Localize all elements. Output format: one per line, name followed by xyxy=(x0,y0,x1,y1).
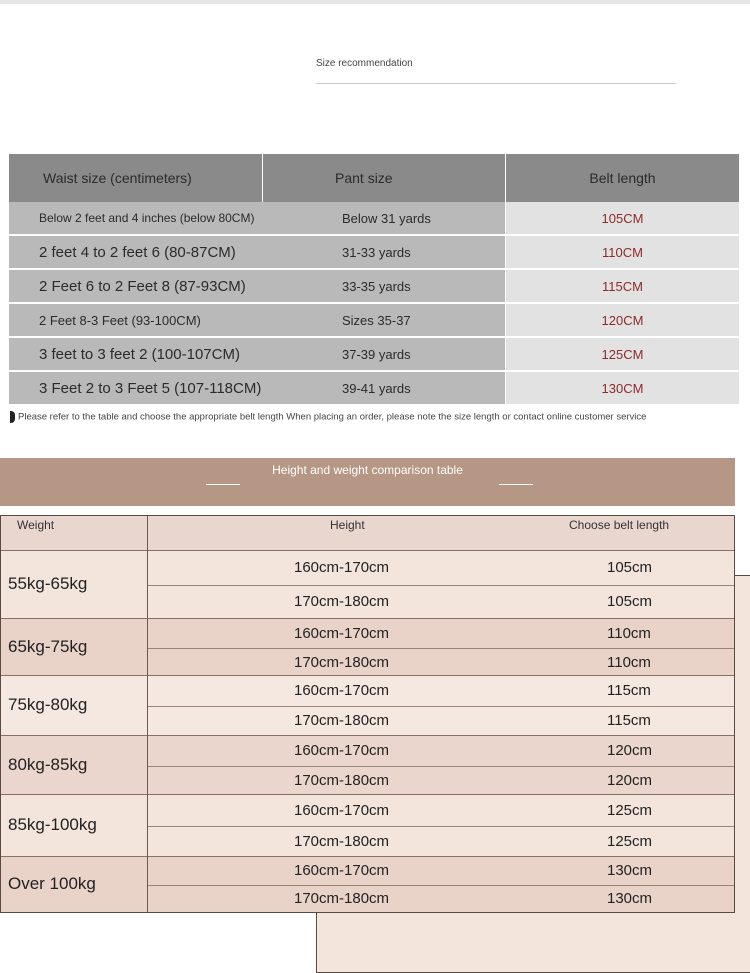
waist-table-header xyxy=(9,154,739,202)
row-separator xyxy=(148,766,734,767)
weight-cell: 75kg-80kg xyxy=(8,695,88,714)
order-note xyxy=(10,411,750,423)
waist-table-row xyxy=(9,202,739,236)
belt-length-cell: 110CM xyxy=(602,244,643,260)
weight-cell: 80kg-85kg xyxy=(8,755,88,774)
weight-group xyxy=(1,857,734,912)
belt-cell: 110cm xyxy=(607,654,651,671)
row-separator xyxy=(148,706,734,707)
height-cell: 170cm-180cm xyxy=(294,593,390,610)
recommendation-underline xyxy=(316,83,676,84)
belt-length-cell: 115CM xyxy=(602,278,643,294)
belt-length-cell: 125CM xyxy=(601,346,644,362)
height-cell: 160cm-170cm xyxy=(294,559,390,576)
waist-table-row xyxy=(9,270,739,304)
belt-cell: 105cm xyxy=(607,559,653,576)
waist-size-cell: Below 2 feet and 4 inches (below 80CM) xyxy=(39,211,255,225)
belt-length-cell: 105CM xyxy=(601,210,644,226)
banner-right-dash xyxy=(499,484,533,485)
height-cell: 170cm-180cm xyxy=(294,712,390,729)
waist-size-table xyxy=(9,154,739,406)
size-recommendation-title: Size recommendation xyxy=(316,58,413,69)
height-cell: 160cm-170cm xyxy=(294,742,390,759)
height-cell: 160cm-170cm xyxy=(294,625,390,642)
top-divider xyxy=(0,0,750,4)
waist-table-row xyxy=(9,304,739,338)
belt-cell: 120cm xyxy=(607,772,653,789)
weight-group xyxy=(1,736,734,795)
pant-size-cell: 39-41 yards xyxy=(342,380,411,396)
weight-cell: 55kg-65kg xyxy=(8,574,88,593)
note-marker-icon xyxy=(10,411,15,423)
pant-size-cell: Sizes 35-37 xyxy=(342,312,411,328)
waist-size-cell: 2 Feet 6 to 2 Feet 8 (87-93CM) xyxy=(39,277,246,295)
column-divider xyxy=(147,516,148,912)
row-separator xyxy=(148,826,734,827)
header-waist-size: Waist size (centimeters) xyxy=(9,154,262,202)
weight-group xyxy=(1,795,734,857)
pant-size-cell: Below 31 yards xyxy=(342,210,431,226)
height-cell: 170cm-180cm xyxy=(294,654,390,671)
belt-cell: 110cm xyxy=(607,625,651,642)
banner-left-dash xyxy=(206,484,240,485)
pant-size-cell: 33-35 yards xyxy=(342,278,411,294)
height-weight-table xyxy=(0,515,735,913)
height-cell: 160cm-170cm xyxy=(294,682,390,699)
header-pant-size: Pant size xyxy=(263,154,505,202)
belt-length-cell: 130CM xyxy=(601,380,644,396)
height-cell: 170cm-180cm xyxy=(294,890,390,907)
belt-length-cell: 120CM xyxy=(601,312,644,328)
weight-group xyxy=(1,619,734,676)
row-separator xyxy=(148,885,734,886)
waist-size-cell: 3 Feet 2 to 3 Feet 5 (107-118CM) xyxy=(39,379,262,397)
waist-table-row xyxy=(9,338,739,372)
weight-table-title: Height and weight comparison table xyxy=(272,463,463,477)
size-recommendation xyxy=(316,58,676,69)
waist-table-row xyxy=(9,372,739,406)
height-cell: 160cm-170cm xyxy=(294,862,390,879)
belt-cell: 125cm xyxy=(607,833,653,850)
pant-size-cell: 37-39 yards xyxy=(342,346,411,362)
belt-cell: 105cm xyxy=(607,593,653,610)
order-note-text: Please refer to the table and choose the appropriate belt length When placing an order, please note the size length or contact online customer service xyxy=(18,411,647,423)
pant-size-cell: 31-33 yards xyxy=(342,244,411,260)
belt-cell: 115cm xyxy=(607,682,651,699)
waist-table-row xyxy=(9,236,739,270)
header-belt-length: Belt length xyxy=(506,154,739,202)
belt-cell: 130cm xyxy=(607,862,653,879)
height-cell: 170cm-180cm xyxy=(294,833,390,850)
row-separator xyxy=(148,585,734,586)
weight-cell: 85kg-100kg xyxy=(8,815,97,834)
weight-table-banner xyxy=(0,458,735,506)
weight-cell: Over 100kg xyxy=(8,874,96,893)
weight-group xyxy=(1,551,734,619)
height-cell: 170cm-180cm xyxy=(294,772,390,789)
belt-cell: 120cm xyxy=(607,742,653,759)
waist-size-cell: 2 feet 4 to 2 feet 6 (80-87CM) xyxy=(39,243,236,261)
height-cell: 160cm-170cm xyxy=(294,802,390,819)
belt-cell: 125cm xyxy=(607,802,653,819)
header-weight: Weight xyxy=(17,518,55,532)
weight-cell: 65kg-75kg xyxy=(8,637,88,656)
header-height: Height xyxy=(330,518,365,532)
row-separator xyxy=(148,648,734,649)
waist-size-cell: 3 feet to 3 feet 2 (100-107CM) xyxy=(39,345,240,363)
belt-cell: 130cm xyxy=(607,890,653,907)
weight-table-header xyxy=(1,516,734,551)
waist-size-cell: 2 Feet 8-3 Feet (93-100CM) xyxy=(39,312,201,328)
belt-cell: 115cm xyxy=(607,712,651,729)
header-choose-belt-length: Choose belt length xyxy=(569,518,670,532)
weight-group xyxy=(1,676,734,736)
